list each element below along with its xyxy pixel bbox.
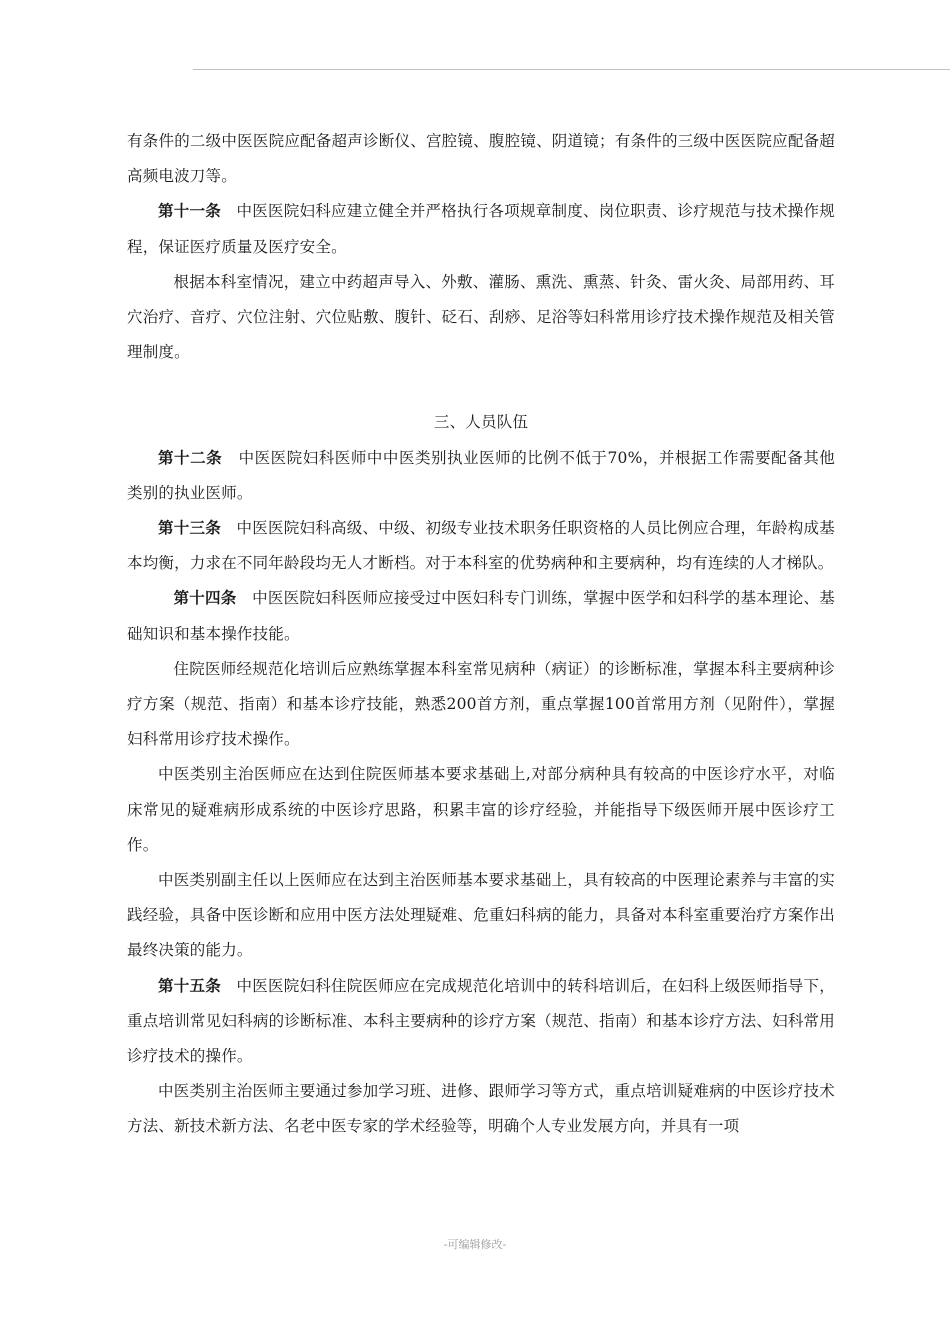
paragraph-article-11 [127, 194, 835, 264]
paragraph: 中医类别主治医师主要通过参加学习班、进修、跟师学习等方式，重点培训疑难病的中医诊疗技术方法、新技术新方法、名老中医专家的学术经验等，明确个人专业发展方向，并具有一项 [127, 1082, 835, 1136]
article-number: 第十五条 [158, 976, 221, 995]
article-number: 第十四条 [173, 589, 237, 608]
header-rule [193, 69, 950, 70]
article-text: 中医医院妇科高级、中级、初级专业技术职务任职资格的人员比例应合理，年龄构成基本均衡，力求在不同年龄段均无人才断档。对于本科室的优势病种和主要病种，均有连续的人才梯队。 [127, 519, 835, 573]
paragraph: 有条件的二级中医医院应配备超声诊断仪、宫腔镜、腹腔镜、阴道镜；有条件的三级中医医院应配备超高频电波刀等。 [127, 132, 835, 186]
paragraph: 住院医师经规范化培训后应熟练掌握本科室常见病种（病证）的诊断标准，掌握本科主要病种诊疗方案（规范、指南）和基本诊疗技能，熟悉200首方剂，重点掌握100首常用方剂（见附件），掌握妇科常用诊疗技术操作。 [127, 659, 835, 749]
article-number: 第十三条 [158, 519, 221, 538]
paragraph-article-14 [127, 581, 835, 651]
footer-note: -可编辑修改- [443, 1238, 507, 1251]
paragraph: 根据本科室情况，建立中药超声导入、外敷、灌肠、熏洗、熏蒸、针灸、雷火灸、局部用药、耳穴治疗、音疗、穴位注射、穴位贴敷、腹针、砭石、刮痧、足浴等妇科常用诊疗技术操作规范及相关管理制度。 [127, 272, 835, 362]
paragraph: 中医类别主治医师应在达到住院医师基本要求基础上,对部分病种具有较高的中医诊疗水平，对临床常见的疑难病形成系统的中医诊疗思路，积累丰富的诊疗经验，并能指导下级医师开展中医诊疗工作。 [127, 765, 835, 854]
paragraph: 中医类别副主任以上医师应在达到主治医师基本要求基础上，具有较高的中医理论素养与丰富的实践经验，具备中医诊断和应用中医方法处理疑难、危重妇科病的能力，具备对本科室重要治疗方案作出最终决策的能力。 [127, 871, 835, 960]
article-text: 中医医院妇科医师应接受过中医妇科专门训练，掌握中医学和妇科学的基本理论、基础知识和基本操作技能。 [127, 589, 835, 643]
paragraph-article-13 [127, 511, 835, 581]
paragraph-article-12 [127, 441, 835, 511]
section-title: 三、人员队伍 [433, 413, 529, 432]
article-number: 第十一条 [158, 202, 221, 221]
paragraph-article-15 [127, 969, 835, 1075]
article-number: 第十二条 [158, 448, 223, 467]
article-text: 中医医院妇科应建立健全并严格执行各项规章制度、岗位职责、诊疗规范与技术操作规程，保证医疗质量及医疗安全。 [127, 202, 835, 256]
article-text: 中医医院妇科医师中中医类别执业医师的比例不低于70%，并根据工作需要配备其他类别的执业医师。 [127, 448, 835, 502]
document-body [127, 124, 835, 1145]
article-text: 中医医院妇科住院医师应在完成规范化培训中的转科培训后，在妇科上级医师指导下，重点培训常见妇科病的诊断标准、本科主要病种的诊疗方案（规范、指南）和基本诊疗方法、妇科常用诊疗技术的操作。 [127, 976, 835, 1066]
